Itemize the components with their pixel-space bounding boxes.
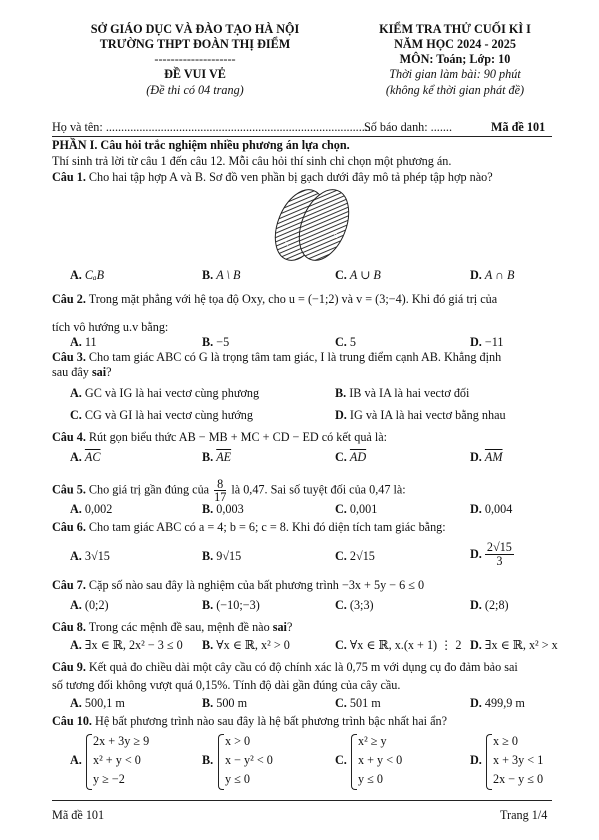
q6-option-c[interactable] [335, 549, 375, 564]
fraction [214, 478, 226, 503]
q10-option-b-letter[interactable]: B. [202, 753, 214, 767]
option-letter: B. [202, 549, 214, 563]
exam-code: Mã đề 101 [491, 120, 546, 134]
question-text: Rút gọn biểu thức AB − MB + MC + CD − ED có kết quả là: [85, 430, 388, 444]
fraction-denominator: 17 [214, 490, 227, 504]
q4-option-a[interactable] [70, 450, 100, 465]
q3-option-a[interactable] [70, 386, 259, 401]
option-letter: D. [470, 335, 482, 349]
footer-exam-code: Mã đề 101 [52, 808, 105, 822]
question-3 [52, 350, 501, 365]
option-value: GC và IG là hai vectơ cùng phương [84, 386, 260, 400]
part1-instruction: Thí sinh trả lời từ câu 1 đến câu 12. Mỗi câu hỏi thí sinh chỉ chọn một phương án. [52, 154, 452, 168]
part1-title: PHẦN I. Câu hỏi trắc nghiệm nhiều phương án lựa chọn. [52, 138, 350, 152]
question-text: Cho hai tập hợp A và B. Sơ đồ ven phần bị gạch dưới đây mô tả phép tập hợp nào? [85, 170, 493, 184]
inequality: y ≥ −2 [93, 772, 125, 786]
q3-option-c[interactable] [70, 408, 253, 423]
option-letter: B. [202, 450, 214, 464]
inequality: x > 0 [225, 734, 251, 748]
q2-option-a[interactable] [70, 335, 97, 350]
q10-option-a-system [93, 732, 149, 789]
question-text: Cho giá trị gần đúng của [85, 482, 213, 497]
option-letter: A. [70, 549, 82, 563]
question-10 [52, 714, 447, 729]
q2-option-d[interactable] [470, 335, 504, 350]
fraction-numerator: 2√15 [486, 540, 512, 554]
q10-option-c-brace [351, 734, 357, 790]
option-letter: C. [335, 638, 347, 652]
option-letter: B. [202, 696, 214, 710]
pages-note: (Đề thi có 04 trang) [146, 83, 244, 97]
q9-option-d[interactable] [470, 696, 525, 711]
q1-option-b[interactable] [202, 268, 240, 283]
option-value: (2;8) [484, 598, 509, 612]
option-letter: A. [70, 386, 82, 400]
option-value: 0,004 [484, 502, 513, 516]
question-number: Câu 1. [52, 170, 86, 184]
option-value: ∃x ∈ ℝ, x² > x [484, 638, 558, 652]
inequality: x + y < 0 [358, 753, 403, 767]
option-letter: D. [470, 598, 482, 612]
q9-option-a[interactable] [70, 696, 125, 711]
option-value: 500 m [216, 696, 248, 710]
option-letter: B. [202, 335, 214, 349]
question-number: Câu 4. [52, 430, 86, 444]
header-divider: -------------------- [154, 52, 236, 66]
option-letter: B. [202, 268, 214, 282]
q3-option-b[interactable] [335, 386, 469, 401]
question-number: Câu 6. [52, 520, 86, 534]
q5-option-b[interactable] [202, 502, 244, 517]
option-value: 9√15 [216, 549, 242, 563]
option-letter: C. [335, 450, 347, 464]
option-letter: A. [70, 268, 82, 282]
option-value: ∀x ∈ ℝ, x.(x + 1) ⋮ 2 [349, 638, 462, 652]
question-2-cont: tích vô hướng u.v bằng: [52, 320, 169, 334]
q7-option-b[interactable] [202, 598, 260, 613]
q1-option-a[interactable] [70, 268, 104, 283]
option-letter: B. [202, 598, 214, 612]
inequality: x² + y < 0 [93, 753, 141, 767]
question-text: Trong mặt phẳng với hệ tọa độ Oxy, cho u = (−1;2) và v = (3;−4). Khi đó giá trị của [85, 292, 498, 306]
question-3-cont [52, 365, 112, 380]
question-text: Kết quả đo chiều dài một cây cầu có độ chính xác là 0,75 m với dụng cụ đo đảm bảo sai [85, 660, 518, 674]
question-text: sau đây [52, 365, 92, 379]
subject: MÔN: Toán; Lớp: 10 [399, 52, 511, 66]
question-text: Hệ bất phương trình nào sau đây là hệ bất phương trình bậc nhất hai ẩn? [91, 714, 448, 728]
question-5 [52, 478, 406, 503]
option-value: A ∪ B [349, 268, 381, 282]
q10-option-a-brace [86, 734, 92, 790]
q6-option-a[interactable] [70, 549, 110, 564]
option-value: (3;3) [349, 598, 374, 612]
q5-option-c[interactable] [335, 502, 377, 517]
student-id-field: Số báo danh: ....... [364, 120, 453, 134]
option-value: 11 [84, 335, 97, 349]
inequality: y ≤ 0 [358, 772, 383, 786]
fraction-denominator: 3 [496, 554, 503, 568]
option-value: 3√15 [84, 549, 110, 563]
footer-rule [52, 800, 552, 801]
option-letter: C. [335, 268, 347, 282]
option-value: IG và IA là hai vectơ bằng nhau [349, 408, 506, 422]
inequality: x − y² < 0 [225, 753, 273, 767]
option-letter: C. [335, 696, 347, 710]
venn-label-b: B [334, 234, 339, 240]
school-year: NĂM HỌC 2024 - 2025 [394, 37, 516, 51]
question-number: Câu 10. [52, 714, 92, 728]
option-value: −11 [484, 335, 504, 349]
option-letter: D. [335, 408, 347, 422]
question-number: Câu 7. [52, 578, 86, 592]
option-letter: A. [70, 450, 82, 464]
question-9-cont: số tương đối không vượt quá 0,15%. Tính độ dài gần đúng của cây cầu. [52, 678, 401, 692]
q3-option-d[interactable] [335, 408, 506, 423]
question-text: là 0,47. Sai số tuyệt đối của 0,47 là: [228, 482, 406, 497]
q4-option-b[interactable] [202, 450, 231, 465]
q10-option-d-system [493, 732, 543, 789]
option-value: A ∩ B [484, 268, 515, 282]
option-value: $\overline{AD}$ [349, 450, 367, 464]
inequality: y ≤ 0 [225, 772, 250, 786]
question-text: ? [106, 365, 112, 379]
option-value: 0,001 [349, 502, 378, 516]
q10-option-b-system [225, 732, 273, 789]
q2-option-b[interactable] [202, 335, 229, 350]
option-value: ∃x ∈ ℝ, 2x² − 3 ≤ 0 [84, 638, 183, 652]
option-value: 501 m [349, 696, 381, 710]
fraction [485, 541, 514, 568]
exam-title: KIỂM TRA THỬ CUỐI KÌ I [379, 22, 531, 36]
fraction-numerator: 8 [214, 478, 226, 491]
option-value: 0,002 [84, 502, 113, 516]
option-value: 5 [349, 335, 356, 349]
option-letter: A. [70, 696, 82, 710]
inequality: x ≥ 0 [493, 734, 518, 748]
question-text: Cặp số nào sau đây là nghiệm của bất phương trình −3x + 5y − 6 ≤ 0 [85, 578, 425, 592]
q1-option-d[interactable] [470, 268, 514, 283]
option-value: 2√15 [349, 549, 375, 563]
option-letter: B. [202, 638, 214, 652]
question-text: Cho tam giác ABC có a = 4; b = 6; c = 8. Khi đó diện tích tam giác bằng: [85, 520, 446, 534]
q9-option-c[interactable] [335, 696, 381, 711]
option-value: 499,9 m [484, 696, 525, 710]
question-text: Trong các mệnh đề sau, mệnh đề nào [85, 620, 273, 634]
q4-option-d[interactable] [470, 450, 503, 465]
option-letter: A. [70, 598, 82, 612]
question-4 [52, 430, 387, 445]
q10-option-b-brace [218, 734, 224, 790]
inequality: 2x + 3y ≥ 9 [93, 734, 150, 748]
student-name-field: Họ và tên: ....................................................................................... [52, 120, 371, 134]
question-7 [52, 578, 424, 593]
question-1 [52, 170, 493, 185]
q7-option-a[interactable] [70, 598, 109, 613]
question-number: Câu 5. [52, 482, 86, 497]
option-value: CₐB [84, 268, 105, 282]
option-letter: A. [70, 638, 82, 652]
question-number: Câu 3. [52, 350, 86, 364]
inequality: 2x − y ≤ 0 [493, 772, 544, 786]
question-number: Câu 2. [52, 292, 86, 306]
q7-option-d[interactable] [470, 598, 509, 613]
q1-option-c[interactable] [335, 268, 381, 283]
q5-option-a[interactable] [70, 502, 112, 517]
q10-option-c-letter[interactable]: C. [335, 753, 347, 767]
time-note: (không kể thời gian phát đề) [385, 83, 525, 97]
question-text: ? [286, 620, 293, 634]
option-value: $\overline{AM}$ [484, 450, 503, 464]
question-9 [52, 660, 518, 675]
option-value: 500,1 m [84, 696, 125, 710]
q10-option-c-system [358, 732, 402, 789]
option-value: A \ B [216, 268, 241, 282]
option-letter: C. [335, 598, 347, 612]
option-value: CG và GI là hai vectơ cùng hướng [84, 408, 253, 422]
q8-option-c[interactable] [335, 638, 461, 653]
q6-option-b[interactable] [202, 549, 241, 564]
question-8 [52, 620, 292, 635]
q8-option-a[interactable] [70, 638, 183, 653]
q2-option-c[interactable] [335, 335, 356, 350]
q10-option-a-letter[interactable]: A. [70, 753, 82, 767]
emphasis-word: sai [272, 620, 287, 634]
q8-option-d[interactable] [470, 638, 558, 653]
header-rule [52, 136, 552, 137]
question-number: Câu 9. [52, 660, 86, 674]
option-value: 0,003 [216, 502, 244, 516]
option-letter: C. [335, 335, 347, 349]
option-letter: C. [335, 502, 347, 516]
dept-name: SỞ GIÁO DỤC VÀ ĐÀO TẠO HÀ NỘI [90, 22, 300, 36]
question-2 [52, 292, 497, 307]
option-value: IB và IA là hai vectơ đối [349, 386, 470, 400]
q10-option-d-letter[interactable]: D. [470, 753, 482, 767]
option-letter: B. [202, 502, 214, 516]
q4-option-c[interactable] [335, 450, 366, 465]
question-text: Cho tam giác ABC có G là trọng tâm tam giác, I là trung điểm cạnh AB. Khẳng định [85, 350, 502, 364]
venn-diagram [262, 186, 362, 264]
option-letter: D. [470, 696, 482, 710]
option-value: (0;2) [84, 598, 109, 612]
option-letter: C. [335, 549, 347, 563]
option-letter: D. [470, 502, 482, 516]
exam-name: ĐỀ VUI VẺ [164, 67, 226, 81]
emphasis-word: sai [91, 365, 107, 379]
option-letter: D. [470, 450, 482, 464]
question-6 [52, 520, 446, 535]
q5-option-d[interactable] [470, 502, 512, 517]
page-number: Trang 1/4 [500, 808, 548, 822]
inequality: x² ≥ y [358, 734, 387, 748]
option-letter: C. [70, 408, 82, 422]
q9-option-b[interactable] [202, 696, 247, 711]
option-letter: A. [70, 502, 82, 516]
q8-option-b[interactable] [202, 638, 290, 653]
option-value: $\overline{AE}$ [216, 450, 232, 464]
school-name: TRƯỜNG THPT ĐOÀN THỊ ĐIỂM [99, 37, 291, 51]
option-letter: A. [70, 335, 82, 349]
option-letter: B. [335, 386, 347, 400]
option-letter: D. [470, 547, 482, 561]
option-value: (−10;−3) [216, 598, 260, 612]
question-number: Câu 8. [52, 620, 86, 634]
option-letter: D. [470, 638, 482, 652]
venn-label-a: A [284, 242, 289, 248]
q7-option-c[interactable] [335, 598, 374, 613]
inequality: x + 3y < 1 [493, 753, 544, 767]
exam-time: Thời gian làm bài: 90 phút [389, 67, 521, 81]
option-value: −5 [216, 335, 230, 349]
option-value: $\overline{AC}$ [84, 450, 101, 464]
option-value: ∀x ∈ ℝ, x² > 0 [216, 638, 290, 652]
option-letter: D. [470, 268, 482, 282]
q6-option-d[interactable] [470, 541, 514, 568]
q10-option-d-brace [486, 734, 492, 790]
